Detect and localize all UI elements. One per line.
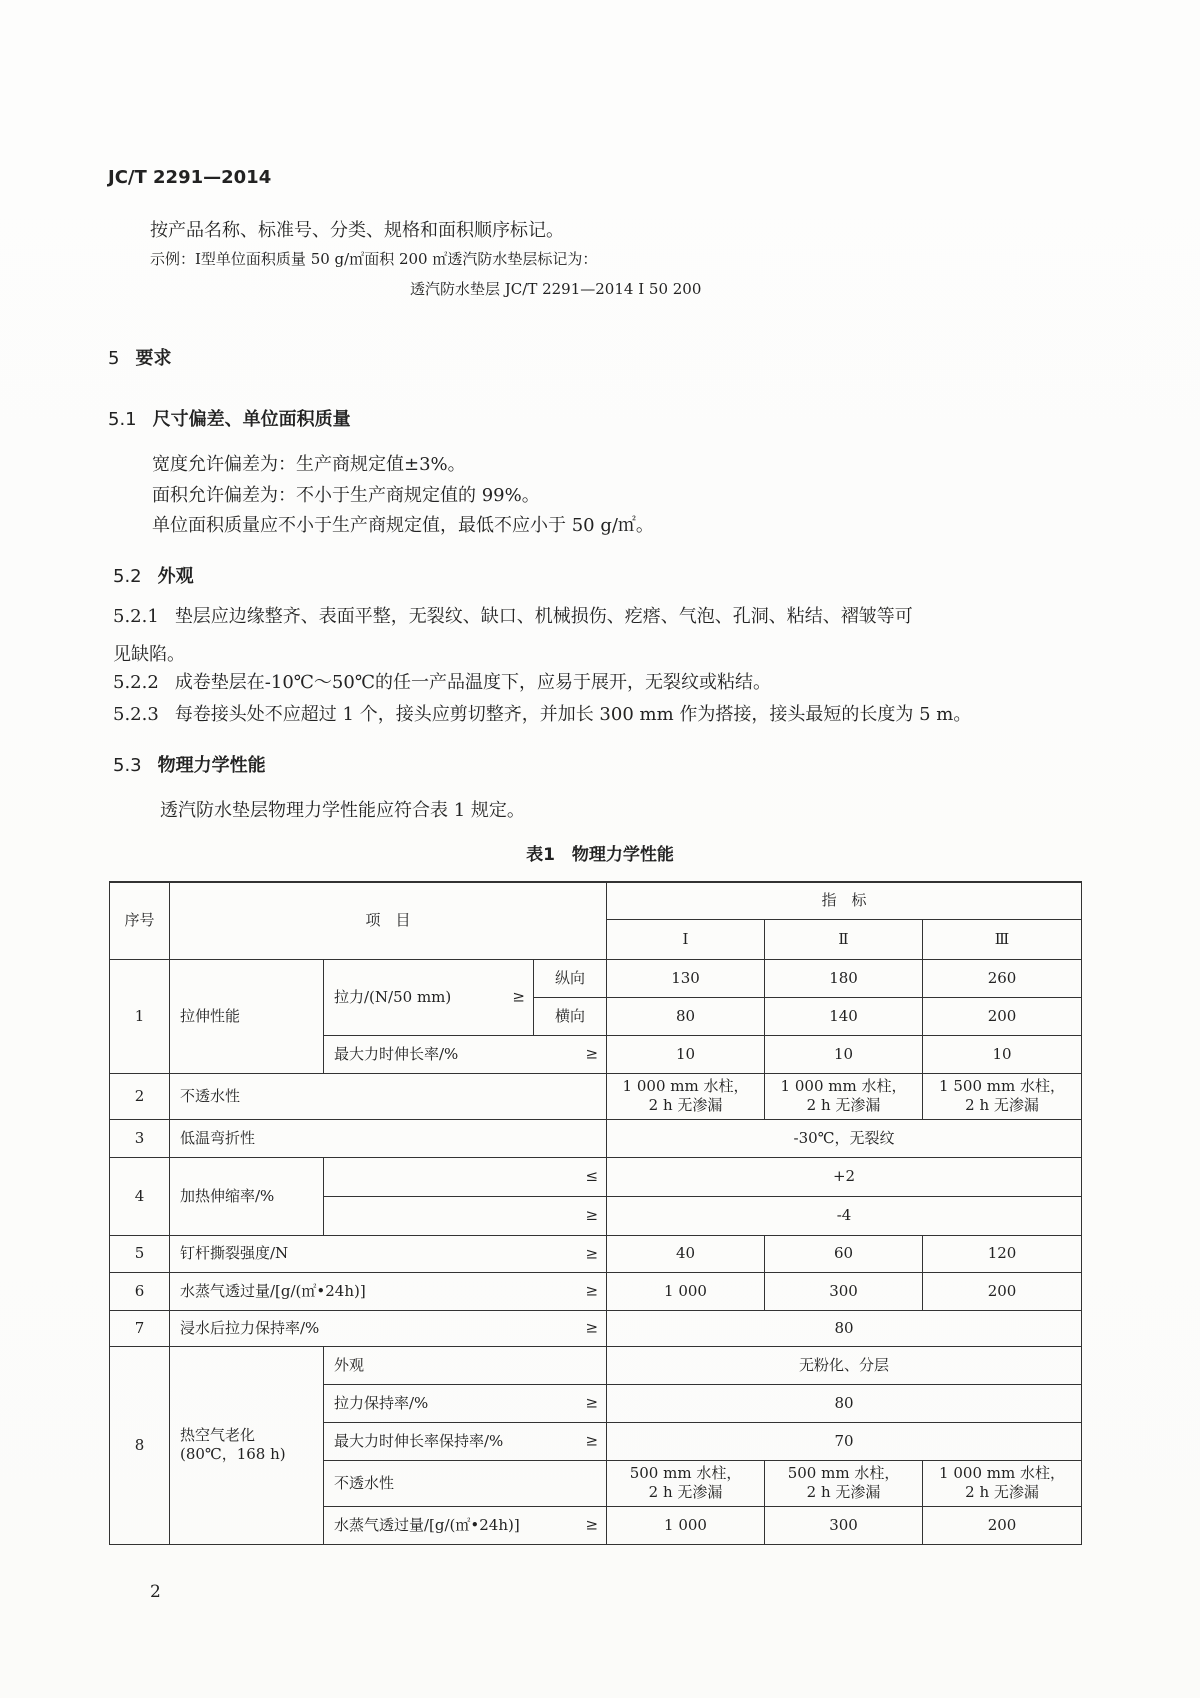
ge-symbol: ≥ bbox=[512, 987, 525, 1006]
clause-text: 每卷接头处不应超过 1 个，接头应剪切整齐，并加长 300 mm 作为搭接，接头最短的长度为 5 m。 bbox=[174, 704, 972, 725]
label-text: 拉力/(N/50 mm) bbox=[334, 987, 452, 1006]
table-row bbox=[110, 1119, 1082, 1157]
table-row bbox=[110, 1310, 1082, 1346]
value-cell bbox=[923, 1460, 1082, 1506]
value-line: 2 h 无渗漏 bbox=[965, 1096, 1039, 1114]
marking-example: 示例：Ⅰ型单位面积质量 50 g/㎡面积 200 ㎡透汽防水垫层标记为： bbox=[150, 250, 598, 268]
header-index: 指 标 bbox=[607, 882, 1082, 919]
section-5-heading bbox=[108, 344, 171, 370]
label-text: 最大力时伸长率保持率/% bbox=[334, 1431, 504, 1450]
value-cell: 180 bbox=[765, 959, 923, 997]
row-item bbox=[170, 1235, 607, 1272]
standard-number: JC/T 2291—2014 bbox=[108, 167, 272, 188]
value-cell: 无粉化、分层 bbox=[607, 1346, 1082, 1384]
value-cell: 80 bbox=[607, 1310, 1082, 1346]
marking-example-code: 透汽防水垫层 JC/T 2291—2014 Ⅰ 50 200 bbox=[410, 280, 702, 298]
table-row bbox=[110, 959, 1082, 997]
ge-symbol: ≥ bbox=[585, 1281, 599, 1300]
row-item bbox=[170, 1310, 607, 1346]
clause-number: 5.2.1 bbox=[113, 606, 159, 627]
table-row bbox=[110, 1272, 1082, 1310]
value-cell bbox=[923, 1073, 1082, 1119]
value-line: 2 h 无渗漏 bbox=[648, 1096, 723, 1114]
row-seq: 8 bbox=[110, 1346, 170, 1544]
value-line: 2 h 无渗漏 bbox=[806, 1483, 881, 1501]
row-item: 加热伸缩率/% bbox=[170, 1157, 324, 1235]
value-cell: 80 bbox=[607, 997, 765, 1035]
clause-5-2-1-continued: 见缺陷。 bbox=[113, 644, 185, 665]
value-line: 2 h 无渗漏 bbox=[806, 1096, 881, 1114]
section-title: 外观 bbox=[157, 566, 194, 587]
value-cell: 10 bbox=[765, 1035, 923, 1073]
value-cell bbox=[765, 1073, 923, 1119]
value-cell: 200 bbox=[923, 1506, 1082, 1544]
clause-text: 成卷垫层在-10℃～50℃的任一产品温度下，应易于展开，无裂纹或粘结。 bbox=[174, 672, 771, 693]
row-item bbox=[170, 1272, 607, 1310]
label-text: 钉杆撕裂强度/N bbox=[180, 1244, 289, 1262]
value-line: 500 mm 水柱， bbox=[787, 1464, 900, 1482]
header-type-1: Ⅰ bbox=[607, 919, 765, 959]
value-cell: +2 bbox=[607, 1157, 1082, 1196]
clause-5-2-3 bbox=[113, 700, 971, 726]
label-text: 拉力保持率/% bbox=[334, 1393, 429, 1412]
sub-item bbox=[324, 1422, 607, 1460]
value-cell: 60 bbox=[765, 1235, 923, 1272]
section-number: 5 bbox=[108, 348, 120, 369]
sub-item: 外观 bbox=[324, 1346, 607, 1384]
section-5-1-heading bbox=[108, 405, 351, 431]
value-line: 1 000 mm 水柱， bbox=[622, 1077, 749, 1095]
row-seq: 1 bbox=[110, 959, 170, 1073]
row-seq: 4 bbox=[110, 1157, 170, 1235]
value-cell: 200 bbox=[923, 997, 1082, 1035]
label-text: 水蒸气透过量/[g/(㎡•24h)] bbox=[334, 1515, 520, 1534]
row-item: 拉伸性能 bbox=[170, 959, 324, 1073]
width-tolerance-text: 宽度允许偏差为：生产商规定值±3%。 bbox=[152, 454, 466, 475]
value-cell: 260 bbox=[923, 959, 1082, 997]
section-number: 5.1 bbox=[108, 409, 137, 430]
value-cell: 140 bbox=[765, 997, 923, 1035]
ge-symbol: ≥ bbox=[324, 1196, 607, 1235]
direction-transverse: 横向 bbox=[534, 997, 607, 1035]
value-cell: 80 bbox=[607, 1384, 1082, 1422]
value-cell: 120 bbox=[923, 1235, 1082, 1272]
label-text: 最大力时伸长率/% bbox=[334, 1044, 459, 1063]
area-tolerance-text: 面积允许偏差为：不小于生产商规定值的 99%。 bbox=[152, 485, 540, 506]
clause-text: 垫层应边缘整齐、表面平整，无裂纹、缺口、机械损伤、疙瘩、气泡、孔洞、粘结、褶皱等可 bbox=[174, 606, 913, 627]
value-line: 1 500 mm 水柱， bbox=[939, 1077, 1065, 1095]
section-title: 要求 bbox=[135, 348, 172, 369]
row-seq: 6 bbox=[110, 1272, 170, 1310]
table-reference-text: 透汽防水垫层物理力学性能应符合表 1 规定。 bbox=[160, 800, 525, 821]
marking-rule-text: 按产品名称、标准号、分类、规格和面积顺序标记。 bbox=[150, 220, 564, 241]
value-line: 2 h 无渗漏 bbox=[648, 1483, 723, 1501]
section-number: 5.2 bbox=[113, 566, 142, 587]
value-cell: -4 bbox=[607, 1196, 1082, 1235]
elongation-label bbox=[324, 1035, 607, 1073]
label-text: 浸水后拉力保持率/% bbox=[180, 1318, 320, 1337]
value-cell: -30℃，无裂纹 bbox=[607, 1119, 1082, 1157]
section-title: 尺寸偏差、单位面积质量 bbox=[152, 409, 351, 430]
value-cell: 300 bbox=[765, 1272, 923, 1310]
section-5-2-heading bbox=[113, 562, 194, 588]
value-cell bbox=[607, 1460, 765, 1506]
value-cell: 10 bbox=[923, 1035, 1082, 1073]
row-seq: 7 bbox=[110, 1310, 170, 1346]
row-seq: 2 bbox=[110, 1073, 170, 1119]
value-line: 1 000 mm 水柱， bbox=[939, 1464, 1065, 1482]
value-cell bbox=[765, 1460, 923, 1506]
row-item bbox=[170, 1346, 324, 1544]
value-line: 1 000 mm 水柱， bbox=[780, 1077, 907, 1095]
sub-item bbox=[324, 1506, 607, 1544]
value-cell: 300 bbox=[765, 1506, 923, 1544]
value-cell: 200 bbox=[923, 1272, 1082, 1310]
value-cell: 1 000 bbox=[607, 1272, 765, 1310]
ge-symbol: ≥ bbox=[585, 1318, 599, 1337]
value-cell bbox=[607, 1073, 765, 1119]
direction-longitudinal: 纵向 bbox=[534, 959, 607, 997]
clause-5-2-1 bbox=[113, 602, 913, 628]
label-text: 水蒸气透过量/[g/(㎡•24h)] bbox=[180, 1281, 366, 1300]
header-seq: 序号 bbox=[110, 882, 170, 959]
section-5-3-heading bbox=[113, 751, 266, 777]
row-seq: 5 bbox=[110, 1235, 170, 1272]
page-number: 2 bbox=[150, 1582, 161, 1602]
le-symbol: ≤ bbox=[324, 1157, 607, 1196]
section-title: 物理力学性能 bbox=[157, 755, 266, 776]
value-cell: 40 bbox=[607, 1235, 765, 1272]
clause-5-2-2 bbox=[113, 668, 771, 694]
clause-number: 5.2.3 bbox=[113, 704, 159, 725]
tensile-force-label bbox=[324, 959, 534, 1035]
item-line: 热空气老化 bbox=[180, 1426, 256, 1444]
table-row bbox=[110, 1157, 1082, 1196]
mass-per-area-text: 单位面积质量应不小于生产商规定值，最低不应小于 50 g/㎡。 bbox=[152, 515, 654, 536]
value-cell: 10 bbox=[607, 1035, 765, 1073]
header-type-3: Ⅲ bbox=[923, 919, 1082, 959]
header-item: 项 目 bbox=[170, 882, 607, 959]
row-seq: 3 bbox=[110, 1119, 170, 1157]
table-row bbox=[110, 1073, 1082, 1119]
value-cell: 70 bbox=[607, 1422, 1082, 1460]
item-line: (80℃，168 h) bbox=[180, 1445, 286, 1463]
ge-symbol: ≥ bbox=[585, 1431, 599, 1450]
value-cell: 130 bbox=[607, 959, 765, 997]
section-number: 5.3 bbox=[113, 755, 142, 776]
clause-number: 5.2.2 bbox=[113, 672, 159, 693]
row-item: 不透水性 bbox=[170, 1073, 607, 1119]
ge-symbol: ≥ bbox=[585, 1044, 599, 1063]
table-caption: 表1 物理力学性能 bbox=[526, 845, 674, 865]
value-line: 500 mm 水柱， bbox=[629, 1464, 742, 1482]
physical-properties-table bbox=[109, 881, 1082, 1545]
value-cell: 1 000 bbox=[607, 1506, 765, 1544]
row-item: 低温弯折性 bbox=[170, 1119, 607, 1157]
value-line: 2 h 无渗漏 bbox=[965, 1483, 1039, 1501]
ge-symbol: ≥ bbox=[585, 1515, 599, 1534]
sub-item bbox=[324, 1384, 607, 1422]
table-row bbox=[110, 1235, 1082, 1272]
ge-symbol: ≥ bbox=[585, 1393, 599, 1412]
ge-symbol: ≥ bbox=[585, 1244, 599, 1262]
sub-item: 不透水性 bbox=[324, 1460, 607, 1506]
header-type-2: Ⅱ bbox=[765, 919, 923, 959]
table-row bbox=[110, 1346, 1082, 1384]
